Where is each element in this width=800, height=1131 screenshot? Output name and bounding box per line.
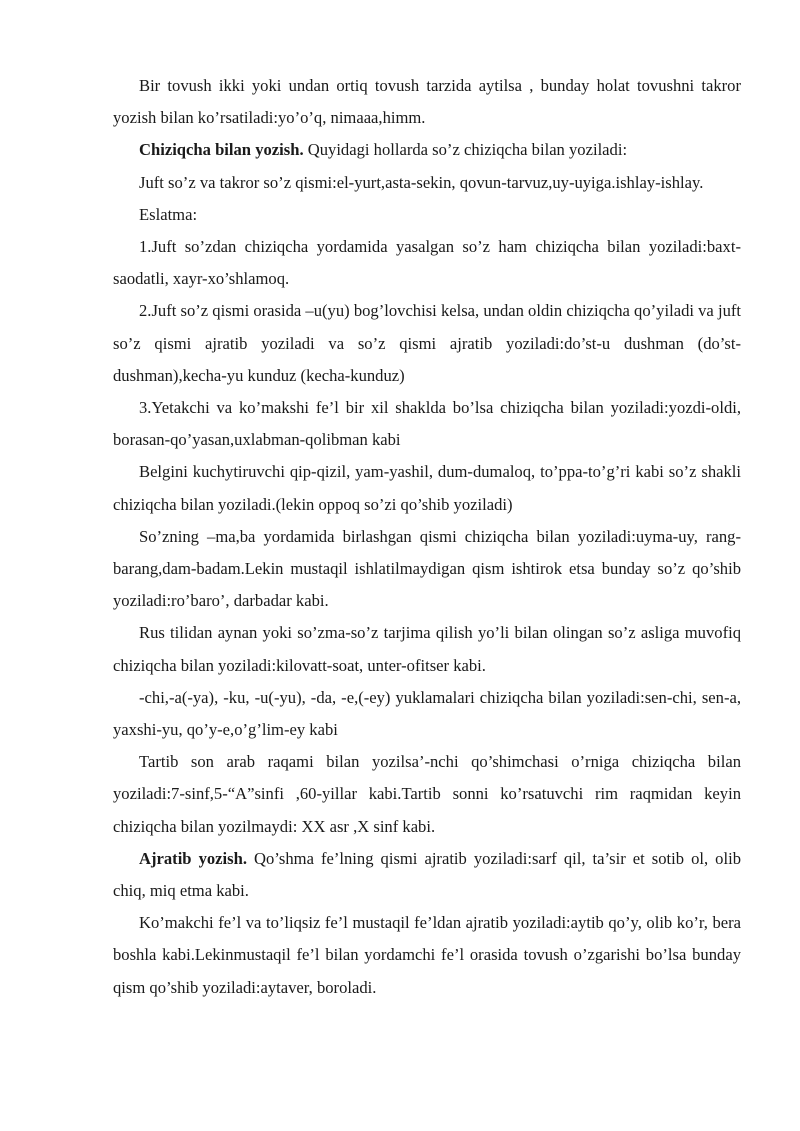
paragraph-text: Qo’shma fe’lning qismi ajratib yoziladi:sarf qil, ta’sir et sotib ol, olib chiq, miq etma kabi. [113, 848, 741, 901]
paragraph-text: Belgini kuchytiruvchi qip-qizil, yam-yashil, dum-dumaloq, to’ppa-to’g’ri kabi so’z shakli chiziqcha bilan yoziladi.(lekin oppoq so’zi qo’shib yoziladi) [113, 462, 741, 514]
paragraph-heading: Ajratib yozish. [139, 848, 247, 868]
paragraph [113, 231, 741, 295]
paragraph [113, 456, 741, 520]
paragraph [113, 682, 741, 746]
paragraph-text: Juft so’z va takror so’z qismi:el-yurt,asta-sekin, qovun-tarvuz,uy-uyiga.ishlay-ishlay. [139, 172, 704, 192]
paragraph [113, 843, 741, 907]
paragraph-text: Bir tovush ikki yoki undan ortiq tovush tarzida aytilsa , bunday holat tovushni takror yozish bilan ko’rsatiladi:yo’o’q, nimaaa,himm. [113, 76, 741, 128]
paragraph [113, 70, 741, 134]
paragraph [113, 295, 741, 392]
paragraph-heading: Chiziqcha bilan yozish. [139, 140, 304, 160]
paragraph [113, 746, 741, 843]
paragraph-text: 2.Juft so’z qismi orasida –u(yu) bog’lovchisi kelsa, undan oldin chiziqcha qo’yiladi va juft so’z qismi ajratib yoziladi va so’z qismi ajratib yoziladi:do’st-u dushman (do’st-dushman),kecha-yu kunduz (kecha-kunduz) [113, 301, 741, 385]
paragraph [113, 199, 741, 231]
document-page [113, 70, 741, 1004]
paragraph-text: 1.Juft so’zdan chiziqcha yordamida yasalgan so’z ham chiziqcha bilan yoziladi:baxt-saodatli, xayr-xo’shlamoq. [113, 237, 741, 289]
paragraph [113, 134, 741, 166]
paragraph-text: 3.Yetakchi va ko’makshi fe’l bir xil shaklda bo’lsa chiziqcha bilan yoziladi:yozdi-oldi, borasan-qo’yasan,uxlabman-qolibman kabi [113, 398, 741, 450]
paragraph [113, 521, 741, 618]
paragraph-text: -chi,-a(-ya), -ku, -u(-yu), -da, -e,(-ey) yuklamalari chiziqcha bilan yoziladi:sen-chi, sen-a, yaxshi-yu, qo’y-e,o’g’lim-ey kabi [113, 687, 741, 740]
paragraph [113, 907, 741, 1004]
paragraph-text: Rus tilidan aynan yoki so’zma-so’z tarjima qilish yo’li bilan olingan so’z asliga muvofiq chiziqcha bilan yoziladi:kilovatt-soat, unter-ofitser kabi. [113, 623, 741, 675]
paragraph [113, 392, 741, 456]
paragraph-text: Eslatma: [139, 204, 198, 224]
paragraph [113, 617, 741, 681]
paragraph [113, 167, 741, 199]
paragraph-text: Ko’makchi fe’l va to’liqsiz fe’l mustaqil fe’ldan ajratib yoziladi:aytib qo’y, olib ko’r, bera boshla kabi.Lekinmustaqil fe’l bilan yordamchi fe’l orasida tovush o’zgarishi bo’lsa bunday qism qo’shib yoziladi:aytaver, boroladi. [113, 913, 741, 997]
paragraph-text: So’zning –ma,ba yordamida birlashgan qismi chiziqcha bilan yoziladi:uyma-uy, rang-barang,dam-badam.Lekin mustaqil ishlatilmaydigan qism ishtirok etsa bunday so’z qo’shib yoziladi:ro’baro’, darbadar kabi. [113, 526, 741, 611]
paragraph-text: Tartib son arab raqami bilan yozilsa’-nchi qo’shimchasi o’rniga chiziqcha bilan yoziladi:7-sinf,5-“A”sinfi ,60-yillar kabi.Tartib sonni ko’rsatuvchi rim raqmidan keyin chiziqcha bilan yozilmaydi: XX asr ,X sinf kabi. [113, 752, 741, 836]
paragraph-text: Quyidagi hollarda so’z chiziqcha bilan yoziladi: [303, 140, 628, 160]
